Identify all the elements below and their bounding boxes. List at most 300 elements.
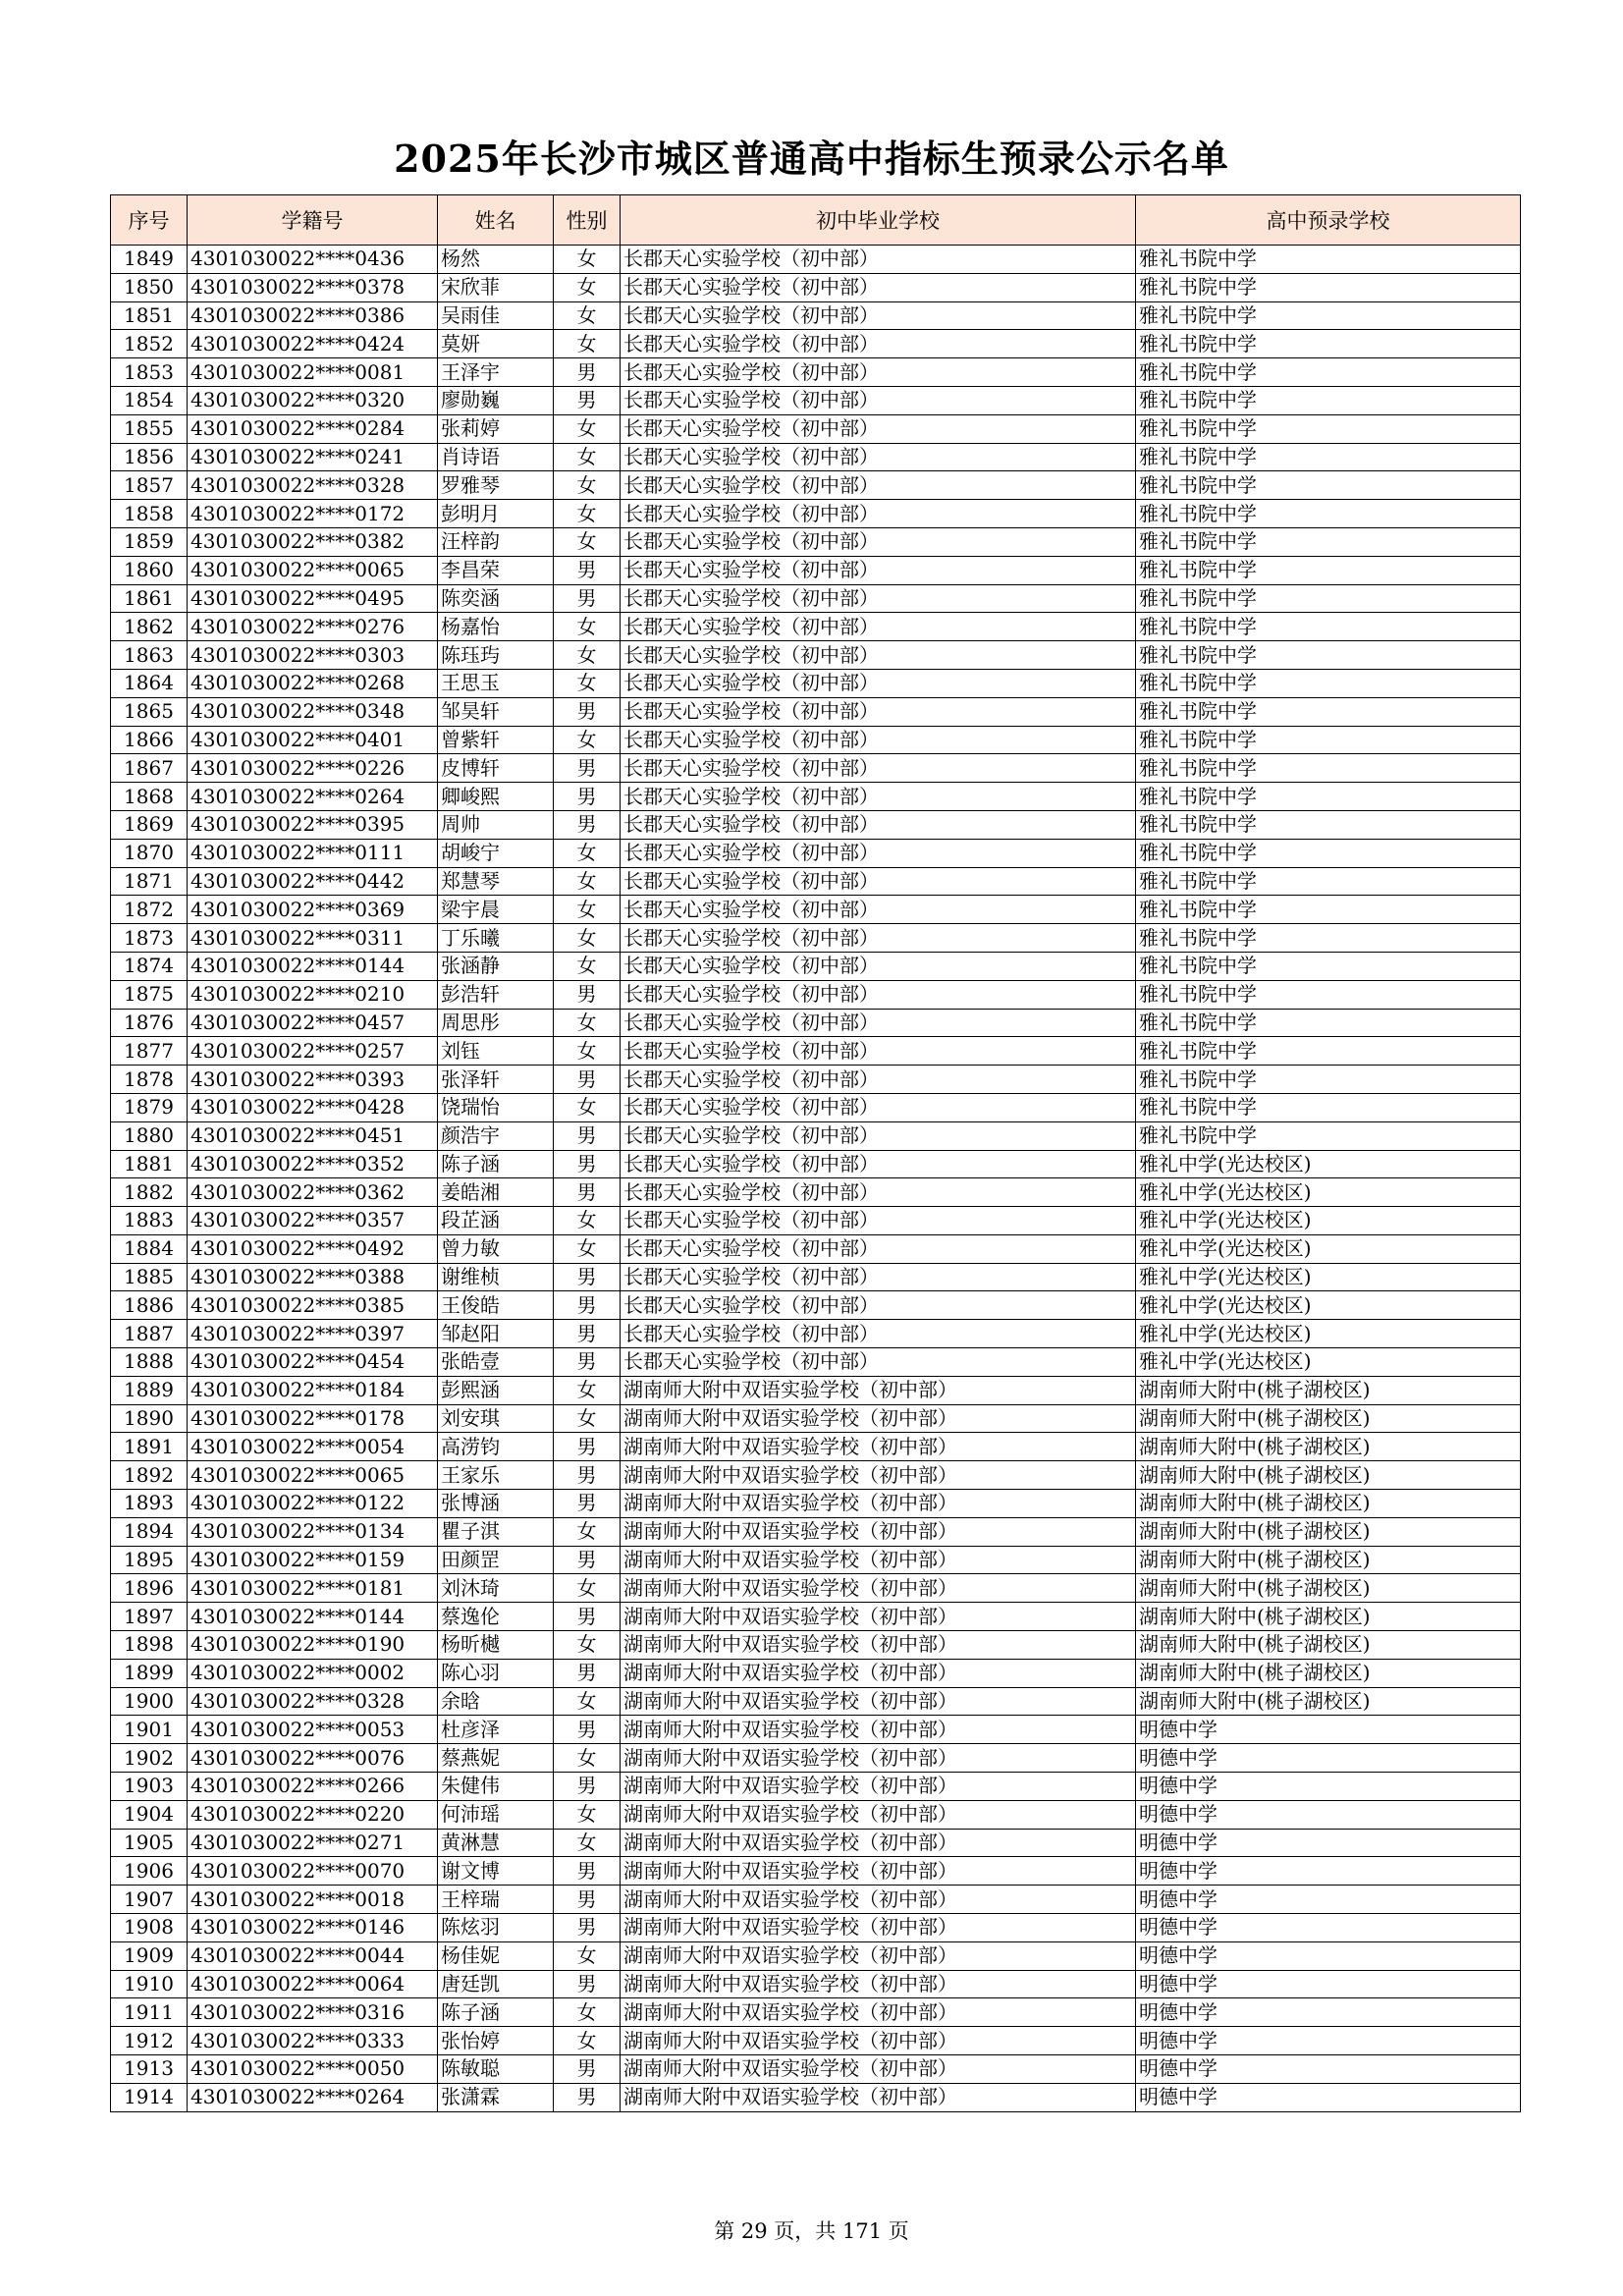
cell-gender: 女 <box>554 1998 621 2027</box>
cell-student-id: 4301030022****0362 <box>188 1178 438 1207</box>
cell-serial-number: 1876 <box>111 1009 188 1037</box>
cell-junior-school: 湖南师大附中双语实验学校（初中部） <box>621 1970 1136 1998</box>
cell-serial-number: 1912 <box>111 2027 188 2055</box>
cell-senior-school: 湖南师大附中(桃子湖校区) <box>1136 1659 1521 1687</box>
cell-senior-school: 雅礼书院中学 <box>1136 896 1521 924</box>
cell-gender: 男 <box>554 783 621 811</box>
cell-gender: 男 <box>554 1970 621 1998</box>
cell-serial-number: 1895 <box>111 1546 188 1574</box>
table-row <box>111 669 1521 697</box>
table-row <box>111 641 1521 670</box>
cell-gender: 女 <box>554 924 621 953</box>
cell-serial-number: 1864 <box>111 669 188 697</box>
cell-junior-school: 长郡天心实验学校（初中部） <box>621 1009 1136 1037</box>
cell-name: 周思彤 <box>438 1009 554 1037</box>
cell-senior-school: 湖南师大附中(桃子湖校区) <box>1136 1433 1521 1461</box>
cell-name: 周帅 <box>438 810 554 839</box>
cell-junior-school: 长郡天心实验学校（初中部） <box>621 1320 1136 1348</box>
cell-student-id: 4301030022****0424 <box>188 330 438 358</box>
cell-name: 曾力敏 <box>438 1234 554 1263</box>
cell-student-id: 4301030022****0454 <box>188 1348 438 1377</box>
table-row <box>111 500 1521 528</box>
cell-gender: 男 <box>554 1433 621 1461</box>
table-row <box>111 584 1521 613</box>
cell-student-id: 4301030022****0111 <box>188 839 438 867</box>
cell-gender: 女 <box>554 330 621 358</box>
cell-gender: 男 <box>554 1066 621 1094</box>
cell-serial-number: 1869 <box>111 810 188 839</box>
cell-junior-school: 长郡天心实验学校（初中部） <box>621 301 1136 330</box>
cell-senior-school: 明德中学 <box>1136 1857 1521 1886</box>
cell-junior-school: 长郡天心实验学校（初中部） <box>621 471 1136 500</box>
cell-gender: 女 <box>554 867 621 896</box>
cell-gender: 男 <box>554 1320 621 1348</box>
cell-serial-number: 1877 <box>111 1037 188 1066</box>
table-header-row <box>111 195 1521 246</box>
page-number-footer: 第 29 页，共 171 页 <box>714 2219 909 2243</box>
cell-junior-school: 长郡天心实验学校（初中部） <box>621 952 1136 980</box>
cell-senior-school: 雅礼书院中学 <box>1136 783 1521 811</box>
cell-name: 张泽轩 <box>438 1066 554 1094</box>
cell-serial-number: 1901 <box>111 1716 188 1744</box>
cell-senior-school: 雅礼书院中学 <box>1136 641 1521 670</box>
cell-gender: 男 <box>554 697 621 726</box>
cell-senior-school: 雅礼中学(光达校区) <box>1136 1348 1521 1377</box>
cell-senior-school: 明德中学 <box>1136 1941 1521 1970</box>
cell-gender: 男 <box>554 386 621 414</box>
table-row <box>111 810 1521 839</box>
cell-senior-school: 雅礼中学(光达校区) <box>1136 1291 1521 1320</box>
cell-name: 张潇霖 <box>438 2083 554 2111</box>
cell-name: 陈敏聪 <box>438 2055 554 2084</box>
cell-name: 杨佳妮 <box>438 1941 554 1970</box>
cell-gender: 男 <box>554 1490 621 1518</box>
cell-junior-school: 湖南师大附中双语实验学校（初中部） <box>621 1687 1136 1716</box>
cell-junior-school: 长郡天心实验学校（初中部） <box>621 273 1136 301</box>
cell-serial-number: 1889 <box>111 1376 188 1404</box>
cell-student-id: 4301030022****0241 <box>188 443 438 471</box>
cell-gender: 女 <box>554 2027 621 2055</box>
cell-serial-number: 1899 <box>111 1659 188 1687</box>
table-row <box>111 924 1521 953</box>
cell-name: 瞿子淇 <box>438 1517 554 1546</box>
cell-serial-number: 1852 <box>111 330 188 358</box>
cell-student-id: 4301030022****0451 <box>188 1121 438 1150</box>
cell-gender: 男 <box>554 1178 621 1207</box>
table-row <box>111 273 1521 301</box>
table-row <box>111 1320 1521 1348</box>
cell-name: 张博涵 <box>438 1490 554 1518</box>
cell-name: 彭熙涵 <box>438 1376 554 1404</box>
cell-senior-school: 雅礼书院中学 <box>1136 1093 1521 1121</box>
cell-junior-school: 湖南师大附中双语实验学校（初中部） <box>621 1490 1136 1518</box>
cell-senior-school: 明德中学 <box>1136 2083 1521 2111</box>
cell-name: 莫妍 <box>438 330 554 358</box>
table-body <box>111 246 1521 2112</box>
cell-senior-school: 明德中学 <box>1136 1914 1521 1942</box>
cell-name: 蔡燕妮 <box>438 1744 554 1773</box>
table-row <box>111 301 1521 330</box>
cell-name: 邹赵阳 <box>438 1320 554 1348</box>
cell-junior-school: 长郡天心实验学校（初中部） <box>621 1093 1136 1121</box>
table-row <box>111 386 1521 414</box>
cell-senior-school: 湖南师大附中(桃子湖校区) <box>1136 1631 1521 1660</box>
cell-name: 谢维桢 <box>438 1263 554 1291</box>
cell-gender: 男 <box>554 1348 621 1377</box>
cell-gender: 女 <box>554 1574 621 1603</box>
cell-senior-school: 雅礼书院中学 <box>1136 754 1521 783</box>
cell-student-id: 4301030022****0181 <box>188 1574 438 1603</box>
cell-name: 颜浩宇 <box>438 1121 554 1150</box>
cell-junior-school: 长郡天心实验学校（初中部） <box>621 500 1136 528</box>
cell-junior-school: 长郡天心实验学校（初中部） <box>621 726 1136 754</box>
table-row <box>111 443 1521 471</box>
cell-junior-school: 长郡天心实验学校（初中部） <box>621 330 1136 358</box>
table-row <box>111 1291 1521 1320</box>
cell-junior-school: 长郡天心实验学校（初中部） <box>621 584 1136 613</box>
cell-serial-number: 1904 <box>111 1800 188 1829</box>
cell-gender: 男 <box>554 1461 621 1490</box>
cell-gender: 男 <box>554 810 621 839</box>
cell-senior-school: 雅礼中学(光达校区) <box>1136 1234 1521 1263</box>
cell-junior-school: 长郡天心实验学校（初中部） <box>621 246 1136 274</box>
cell-gender: 女 <box>554 1517 621 1546</box>
cell-serial-number: 1878 <box>111 1066 188 1094</box>
cell-student-id: 4301030022****0388 <box>188 1263 438 1291</box>
cell-serial-number: 1892 <box>111 1461 188 1490</box>
cell-student-id: 4301030022****0401 <box>188 726 438 754</box>
cell-student-id: 4301030022****0065 <box>188 556 438 584</box>
cell-serial-number: 1853 <box>111 358 188 387</box>
cell-junior-school: 湖南师大附中双语实验学校（初中部） <box>621 1461 1136 1490</box>
table-row <box>111 1659 1521 1687</box>
cell-serial-number: 1893 <box>111 1490 188 1518</box>
cell-serial-number: 1858 <box>111 500 188 528</box>
cell-senior-school: 明德中学 <box>1136 2027 1521 2055</box>
cell-student-id: 4301030022****0064 <box>188 1970 438 1998</box>
cell-serial-number: 1866 <box>111 726 188 754</box>
table-row <box>111 2083 1521 2111</box>
cell-serial-number: 1861 <box>111 584 188 613</box>
table-row <box>111 1207 1521 1235</box>
cell-serial-number: 1888 <box>111 1348 188 1377</box>
cell-serial-number: 1867 <box>111 754 188 783</box>
cell-serial-number: 1851 <box>111 301 188 330</box>
cell-junior-school: 长郡天心实验学校（初中部） <box>621 896 1136 924</box>
cell-junior-school: 湖南师大附中双语实验学校（初中部） <box>621 1517 1136 1546</box>
table-row <box>111 2055 1521 2084</box>
cell-senior-school: 雅礼书院中学 <box>1136 980 1521 1009</box>
cell-serial-number: 1863 <box>111 641 188 670</box>
cell-student-id: 4301030022****0393 <box>188 1066 438 1094</box>
cell-senior-school: 明德中学 <box>1136 1886 1521 1914</box>
table-row <box>111 867 1521 896</box>
cell-student-id: 4301030022****0134 <box>188 1517 438 1546</box>
table-row <box>111 726 1521 754</box>
cell-junior-school: 长郡天心实验学校（初中部） <box>621 1207 1136 1235</box>
cell-name: 彭浩轩 <box>438 980 554 1009</box>
cell-serial-number: 1913 <box>111 2055 188 2084</box>
cell-junior-school: 长郡天心实验学校（初中部） <box>621 1178 1136 1207</box>
cell-junior-school: 湖南师大附中双语实验学校（初中部） <box>621 2083 1136 2111</box>
cell-student-id: 4301030022****0386 <box>188 301 438 330</box>
cell-serial-number: 1883 <box>111 1207 188 1235</box>
cell-student-id: 4301030022****0159 <box>188 1546 438 1574</box>
table-row <box>111 1546 1521 1574</box>
table-row <box>111 1433 1521 1461</box>
cell-name: 高涝钧 <box>438 1433 554 1461</box>
cell-student-id: 4301030022****0328 <box>188 1687 438 1716</box>
cell-gender: 女 <box>554 896 621 924</box>
table-row <box>111 246 1521 274</box>
cell-student-id: 4301030022****0320 <box>188 386 438 414</box>
cell-name: 李昌荣 <box>438 556 554 584</box>
cell-name: 郑慧琴 <box>438 867 554 896</box>
admission-list-table <box>110 194 1521 2112</box>
cell-junior-school: 湖南师大附中双语实验学校（初中部） <box>621 1886 1136 1914</box>
cell-gender: 女 <box>554 301 621 330</box>
cell-gender: 男 <box>554 358 621 387</box>
cell-gender: 男 <box>554 1121 621 1150</box>
cell-name: 杨嘉怡 <box>438 613 554 641</box>
cell-name: 彭明月 <box>438 500 554 528</box>
cell-name: 杨然 <box>438 246 554 274</box>
cell-gender: 男 <box>554 556 621 584</box>
cell-junior-school: 长郡天心实验学校（初中部） <box>621 556 1136 584</box>
cell-name: 唐廷凯 <box>438 1970 554 1998</box>
table-row <box>111 1178 1521 1207</box>
cell-serial-number: 1885 <box>111 1263 188 1291</box>
cell-junior-school: 长郡天心实验学校（初中部） <box>621 358 1136 387</box>
table-row <box>111 754 1521 783</box>
cell-senior-school: 雅礼书院中学 <box>1136 613 1521 641</box>
table-row <box>111 1998 1521 2027</box>
cell-serial-number: 1914 <box>111 2083 188 2111</box>
table-row <box>111 1631 1521 1660</box>
header-name: 姓名 <box>438 195 554 246</box>
cell-serial-number: 1882 <box>111 1178 188 1207</box>
cell-senior-school: 湖南师大附中(桃子湖校区) <box>1136 1461 1521 1490</box>
table-row <box>111 1603 1521 1631</box>
cell-junior-school: 长郡天心实验学校（初中部） <box>621 980 1136 1009</box>
cell-senior-school: 雅礼书院中学 <box>1136 273 1521 301</box>
cell-name: 丁乐曦 <box>438 924 554 953</box>
cell-senior-school: 雅礼书院中学 <box>1136 924 1521 953</box>
cell-student-id: 4301030022****0264 <box>188 2083 438 2111</box>
cell-junior-school: 湖南师大附中双语实验学校（初中部） <box>621 1404 1136 1433</box>
cell-junior-school: 长郡天心实验学校（初中部） <box>621 924 1136 953</box>
cell-serial-number: 1868 <box>111 783 188 811</box>
cell-junior-school: 湖南师大附中双语实验学校（初中部） <box>621 1376 1136 1404</box>
cell-junior-school: 长郡天心实验学校（初中部） <box>621 697 1136 726</box>
cell-junior-school: 长郡天心实验学校（初中部） <box>621 1150 1136 1178</box>
cell-serial-number: 1905 <box>111 1829 188 1857</box>
cell-student-id: 4301030022****0002 <box>188 1659 438 1687</box>
table-row <box>111 2027 1521 2055</box>
cell-gender: 女 <box>554 1009 621 1037</box>
table-row <box>111 527 1521 556</box>
cell-student-id: 4301030022****0190 <box>188 1631 438 1660</box>
cell-senior-school: 湖南师大附中(桃子湖校区) <box>1136 1603 1521 1631</box>
cell-serial-number: 1873 <box>111 924 188 953</box>
table-row <box>111 1800 1521 1829</box>
cell-student-id: 4301030022****0495 <box>188 584 438 613</box>
cell-serial-number: 1902 <box>111 1744 188 1773</box>
cell-junior-school: 湖南师大附中双语实验学校（初中部） <box>621 1546 1136 1574</box>
cell-name: 陈子涵 <box>438 1150 554 1178</box>
cell-student-id: 4301030022****0276 <box>188 613 438 641</box>
cell-student-id: 4301030022****0257 <box>188 1037 438 1066</box>
cell-serial-number: 1870 <box>111 839 188 867</box>
cell-gender: 男 <box>554 1150 621 1178</box>
cell-name: 张涵静 <box>438 952 554 980</box>
table-row <box>111 1886 1521 1914</box>
header-junior-school: 初中毕业学校 <box>621 195 1136 246</box>
cell-senior-school: 雅礼书院中学 <box>1136 839 1521 867</box>
cell-senior-school: 明德中学 <box>1136 1829 1521 1857</box>
cell-serial-number: 1890 <box>111 1404 188 1433</box>
cell-gender: 女 <box>554 1376 621 1404</box>
cell-student-id: 4301030022****0210 <box>188 980 438 1009</box>
cell-junior-school: 湖南师大附中双语实验学校（初中部） <box>621 1631 1136 1660</box>
table-row <box>111 1574 1521 1603</box>
cell-senior-school: 雅礼书院中学 <box>1136 471 1521 500</box>
cell-gender: 女 <box>554 246 621 274</box>
cell-junior-school: 湖南师大附中双语实验学校（初中部） <box>621 1857 1136 1886</box>
cell-senior-school: 雅礼书院中学 <box>1136 500 1521 528</box>
cell-junior-school: 湖南师大附中双语实验学校（初中部） <box>621 1659 1136 1687</box>
table-row <box>111 613 1521 641</box>
cell-student-id: 4301030022****0076 <box>188 1744 438 1773</box>
cell-student-id: 4301030022****0271 <box>188 1829 438 1857</box>
table-row <box>111 1829 1521 1857</box>
cell-gender: 女 <box>554 527 621 556</box>
cell-serial-number: 1857 <box>111 471 188 500</box>
cell-junior-school: 长郡天心实验学校（初中部） <box>621 527 1136 556</box>
cell-serial-number: 1903 <box>111 1773 188 1801</box>
cell-junior-school: 长郡天心实验学校（初中部） <box>621 1066 1136 1094</box>
table-row <box>111 896 1521 924</box>
table-row <box>111 952 1521 980</box>
cell-student-id: 4301030022****0122 <box>188 1490 438 1518</box>
cell-serial-number: 1886 <box>111 1291 188 1320</box>
cell-serial-number: 1884 <box>111 1234 188 1263</box>
cell-junior-school: 湖南师大附中双语实验学校（初中部） <box>621 1998 1136 2027</box>
cell-senior-school: 湖南师大附中(桃子湖校区) <box>1136 1687 1521 1716</box>
cell-student-id: 4301030022****0395 <box>188 810 438 839</box>
table-row <box>111 783 1521 811</box>
table-row <box>111 1857 1521 1886</box>
table-row <box>111 358 1521 387</box>
cell-junior-school: 长郡天心实验学校（初中部） <box>621 1234 1136 1263</box>
cell-student-id: 4301030022****0172 <box>188 500 438 528</box>
table-row <box>111 1773 1521 1801</box>
cell-senior-school: 雅礼书院中学 <box>1136 386 1521 414</box>
table-row <box>111 471 1521 500</box>
cell-serial-number: 1862 <box>111 613 188 641</box>
cell-serial-number: 1854 <box>111 386 188 414</box>
cell-junior-school: 长郡天心实验学校（初中部） <box>621 613 1136 641</box>
cell-gender: 女 <box>554 1687 621 1716</box>
cell-serial-number: 1855 <box>111 414 188 443</box>
cell-senior-school: 雅礼书院中学 <box>1136 246 1521 274</box>
cell-student-id: 4301030022****0357 <box>188 1207 438 1235</box>
cell-name: 蔡逸伦 <box>438 1603 554 1631</box>
cell-gender: 男 <box>554 1886 621 1914</box>
table-row <box>111 1066 1521 1094</box>
cell-gender: 女 <box>554 641 621 670</box>
table-row <box>111 1687 1521 1716</box>
cell-gender: 女 <box>554 471 621 500</box>
cell-name: 谢文博 <box>438 1857 554 1886</box>
cell-serial-number: 1859 <box>111 527 188 556</box>
header-student-id: 学籍号 <box>188 195 438 246</box>
cell-gender: 男 <box>554 1773 621 1801</box>
cell-serial-number: 1891 <box>111 1433 188 1461</box>
cell-name: 刘沐琦 <box>438 1574 554 1603</box>
cell-name: 何沛瑶 <box>438 1800 554 1829</box>
cell-student-id: 4301030022****0457 <box>188 1009 438 1037</box>
cell-serial-number: 1896 <box>111 1574 188 1603</box>
cell-gender: 女 <box>554 613 621 641</box>
table-row <box>111 1234 1521 1263</box>
cell-junior-school: 长郡天心实验学校（初中部） <box>621 810 1136 839</box>
cell-junior-school: 长郡天心实验学校（初中部） <box>621 839 1136 867</box>
cell-student-id: 4301030022****0054 <box>188 1433 438 1461</box>
cell-serial-number: 1880 <box>111 1121 188 1150</box>
cell-gender: 女 <box>554 1404 621 1433</box>
cell-student-id: 4301030022****0268 <box>188 669 438 697</box>
cell-name: 杨昕樾 <box>438 1631 554 1660</box>
cell-senior-school: 雅礼书院中学 <box>1136 1066 1521 1094</box>
cell-serial-number: 1907 <box>111 1886 188 1914</box>
cell-serial-number: 1850 <box>111 273 188 301</box>
cell-serial-number: 1894 <box>111 1517 188 1546</box>
cell-name: 张皓壹 <box>438 1348 554 1377</box>
cell-gender: 男 <box>554 584 621 613</box>
cell-gender: 女 <box>554 1093 621 1121</box>
cell-student-id: 4301030022****0184 <box>188 1376 438 1404</box>
cell-serial-number: 1874 <box>111 952 188 980</box>
cell-name: 陈子涵 <box>438 1998 554 2027</box>
cell-student-id: 4301030022****0492 <box>188 1234 438 1263</box>
cell-student-id: 4301030022****0316 <box>188 1998 438 2027</box>
cell-student-id: 4301030022****0352 <box>188 1150 438 1178</box>
cell-junior-school: 长郡天心实验学校（初中部） <box>621 414 1136 443</box>
cell-junior-school: 湖南师大附中双语实验学校（初中部） <box>621 1773 1136 1801</box>
cell-junior-school: 长郡天心实验学校（初中部） <box>621 641 1136 670</box>
table-row <box>111 839 1521 867</box>
cell-gender: 女 <box>554 952 621 980</box>
cell-gender: 女 <box>554 1207 621 1235</box>
cell-name: 田颜罡 <box>438 1546 554 1574</box>
cell-junior-school: 湖南师大附中双语实验学校（初中部） <box>621 1800 1136 1829</box>
cell-student-id: 4301030022****0018 <box>188 1886 438 1914</box>
cell-name: 王俊皓 <box>438 1291 554 1320</box>
cell-name: 张怡婷 <box>438 2027 554 2055</box>
cell-junior-school: 长郡天心实验学校（初中部） <box>621 1263 1136 1291</box>
cell-gender: 女 <box>554 414 621 443</box>
table-row <box>111 697 1521 726</box>
cell-student-id: 4301030022****0226 <box>188 754 438 783</box>
cell-name: 刘安琪 <box>438 1404 554 1433</box>
cell-gender: 女 <box>554 1800 621 1829</box>
cell-serial-number: 1911 <box>111 1998 188 2027</box>
table-row <box>111 556 1521 584</box>
cell-gender: 女 <box>554 1234 621 1263</box>
cell-gender: 女 <box>554 1631 621 1660</box>
cell-gender: 女 <box>554 1037 621 1066</box>
